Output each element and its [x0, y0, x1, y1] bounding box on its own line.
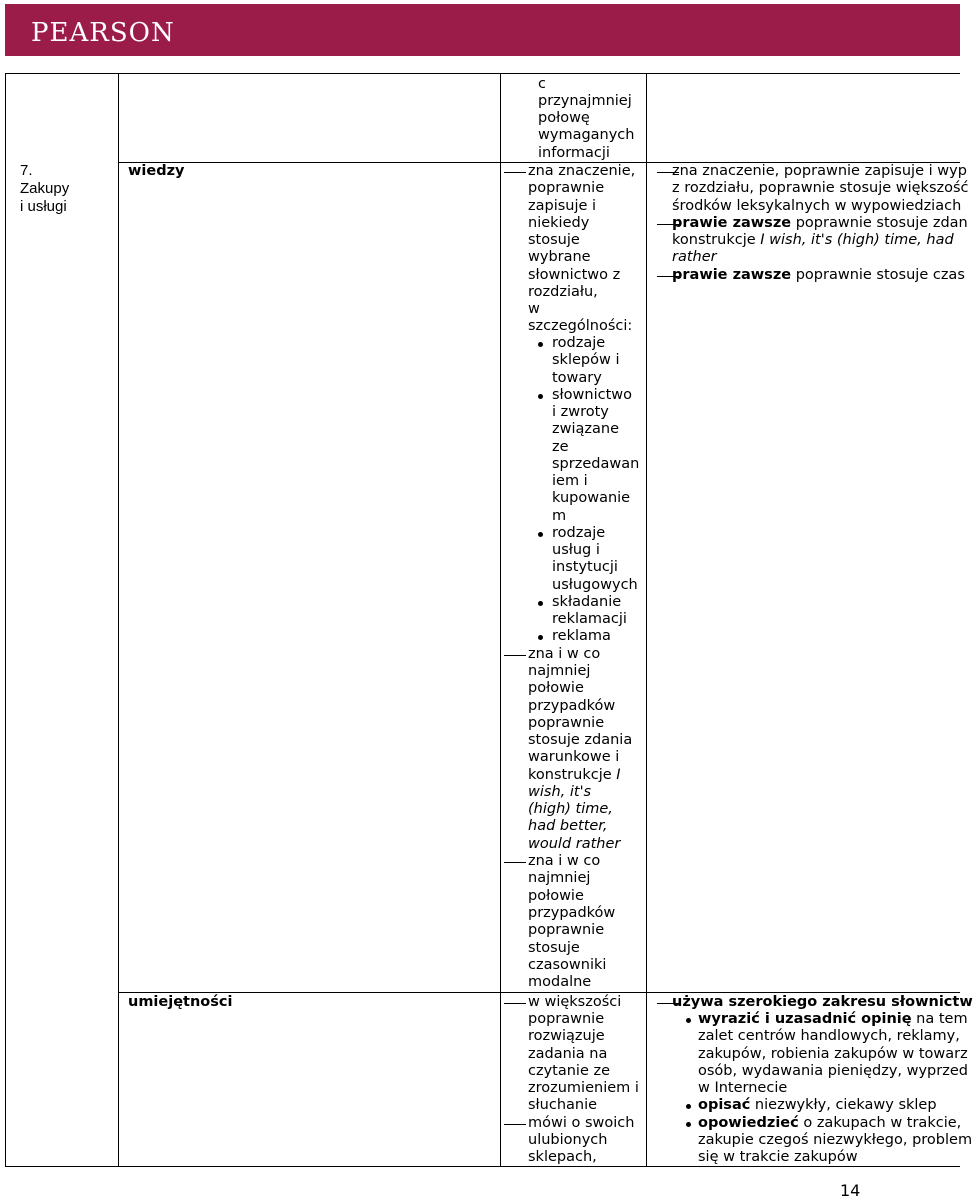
text-line: rozdziału, [528, 284, 598, 300]
text-line: reklamacji [552, 611, 627, 627]
page-number: 14 [840, 1181, 861, 1200]
text-span: wyrazić i uzasadnić opinię [698, 1011, 912, 1027]
text-line: usługowych [552, 577, 638, 593]
text-span: prawie zawsze [672, 215, 792, 231]
text-line: poprawnie [528, 1011, 605, 1027]
text-line: osób, wydawania pieniędzy, wyprzed [698, 1063, 968, 1079]
table-left-border [5, 73, 6, 1167]
text-line: zakupów, robienia zakupów w towarz [698, 1046, 968, 1062]
dash-marker [504, 1124, 526, 1125]
text-line: rodzaje [552, 335, 606, 351]
section-title-line2: i usługi [20, 198, 67, 215]
text-line: zna znaczenie, poprawnie zapisuje i wyp [672, 163, 967, 179]
pearson-logo: PEARSON [31, 18, 175, 48]
text-line: kupowanie [552, 490, 631, 506]
text-line: wish, it's [528, 784, 592, 800]
text-line: zalet centrów handlowych, reklamy, [698, 1028, 960, 1044]
dash-marker [504, 862, 526, 863]
text-span: prawie zawsze [672, 267, 792, 283]
text-line: poprawnie [528, 180, 605, 196]
text-line: poprawnie [528, 922, 605, 938]
column-divider-3 [646, 73, 647, 1167]
bullet-dot [686, 1018, 691, 1023]
column-divider-1 [118, 73, 119, 1167]
text-line: (high) time, [528, 801, 613, 817]
text-line: stosuje [528, 232, 580, 248]
row-divider-umiejetnosci [118, 992, 960, 993]
text-line: sklepach, [528, 1149, 597, 1165]
dash-marker [504, 172, 526, 173]
text-line: had better, [528, 818, 608, 834]
text-span: konstrukcje [528, 767, 612, 783]
text-line: reklama [552, 628, 611, 644]
bullet-dot [538, 342, 543, 347]
text-line [698, 1115, 961, 1132]
text-line: rather [672, 249, 717, 265]
text-line: połowę [538, 110, 590, 126]
text-line: wymaganych [538, 127, 635, 143]
text-line: warunkowe i [528, 749, 620, 765]
text-span: niezwykły, ciekawy sklep [750, 1097, 937, 1113]
row-label-umiejetnosci: umiejętności [128, 994, 233, 1010]
row-label-wiedzy: wiedzy [128, 163, 185, 179]
text-line: wybrane [528, 249, 591, 265]
text-line: słownictwo z [528, 267, 621, 283]
text-line [698, 1097, 937, 1114]
text-line: czasowniki [528, 957, 607, 973]
bullet-dot [538, 532, 543, 537]
text-line: w większości [528, 994, 622, 1010]
text-line: czytanie ze [528, 1063, 611, 1079]
text-line [528, 767, 621, 784]
text-line: połowie [528, 888, 584, 904]
text-line: zapisuje i [528, 198, 597, 214]
text-line: rodzaje [552, 525, 606, 541]
section-title-line1: Zakupy [20, 180, 70, 197]
text-line: zakupie czegoś niezwykłego, problem [698, 1132, 973, 1148]
text-span: poprawnie stosuje zdan [791, 215, 968, 231]
text-span: o zakupach w trakcie, [798, 1115, 962, 1131]
text-line: would rather [528, 836, 621, 852]
text-line: niekiedy [528, 215, 590, 231]
text-line: instytucji [552, 559, 618, 575]
text-span: I wish, it's (high) time, had [760, 232, 954, 248]
text-line: najmniej [528, 663, 591, 679]
text-line: związane [552, 421, 619, 437]
text-line: środków leksykalnych w wypowiedziach [672, 198, 962, 214]
text-line: mówi o swoich [528, 1115, 635, 1131]
text-line: najmniej [528, 870, 591, 886]
text-span: opowiedzieć [698, 1115, 799, 1131]
text-line: zna znaczenie, [528, 163, 636, 179]
text-line: w Internecie [698, 1080, 788, 1096]
text-span: I [616, 767, 621, 783]
dash-marker [504, 655, 526, 656]
section-number: 7. [20, 162, 33, 179]
bullet-dot [686, 1104, 691, 1109]
text-line: c [538, 76, 546, 92]
column-divider-2 [500, 73, 501, 1167]
text-line: przypadków [528, 698, 616, 714]
text-line: m [552, 508, 567, 524]
text-line: słuchanie [528, 1097, 598, 1113]
text-line [672, 215, 968, 232]
header-banner [5, 4, 960, 56]
text-span: konstrukcje [672, 232, 761, 248]
table-top-border [5, 73, 960, 74]
text-line [672, 232, 954, 249]
text-line: modalne [528, 974, 592, 990]
text-line: zna i w co [528, 853, 601, 869]
text-line: towary [552, 370, 602, 386]
text-line: używa szerokiego zakresu słownictw [672, 994, 973, 1010]
text-line: ulubionych [528, 1132, 608, 1148]
text-line: i zwroty [552, 404, 609, 420]
text-line: ze [552, 439, 569, 455]
text-line: stosuje zdania [528, 732, 633, 748]
text-line: połowie [528, 680, 584, 696]
text-line: poprawnie [528, 715, 605, 731]
text-line: składanie [552, 594, 622, 610]
bullet-dot [686, 1122, 691, 1127]
text-line: iem i [552, 473, 588, 489]
text-line: stosuje [528, 940, 580, 956]
text-line: zadania na [528, 1046, 608, 1062]
dash-marker [504, 1003, 526, 1004]
text-line: informacji [538, 145, 610, 161]
text-line: słownictwo [552, 387, 633, 403]
text-line: sprzedawan [552, 456, 640, 472]
text-span: opisać [698, 1097, 751, 1113]
text-line: przynajmniej [538, 93, 632, 109]
text-span: poprawnie stosuje czas [791, 267, 965, 283]
text-line: z rozdziału, poprawnie stosuje większość [672, 180, 969, 196]
text-line: przypadków [528, 905, 616, 921]
bullet-dot [538, 601, 543, 606]
text-line: zna i w co [528, 646, 601, 662]
text-line: usług i [552, 542, 600, 558]
text-line: w [528, 301, 540, 317]
text-span: na tem [911, 1011, 968, 1027]
text-line: się w trakcie zakupów [698, 1149, 858, 1165]
bullet-dot [538, 394, 543, 399]
text-line: szczególności: [528, 318, 633, 334]
text-line [672, 267, 965, 284]
text-line: zrozumieniem i [528, 1080, 639, 1096]
text-line [698, 1011, 968, 1028]
text-line: rozwiązuje [528, 1028, 605, 1044]
bullet-dot [538, 635, 543, 640]
text-line: sklepów i [552, 352, 620, 368]
